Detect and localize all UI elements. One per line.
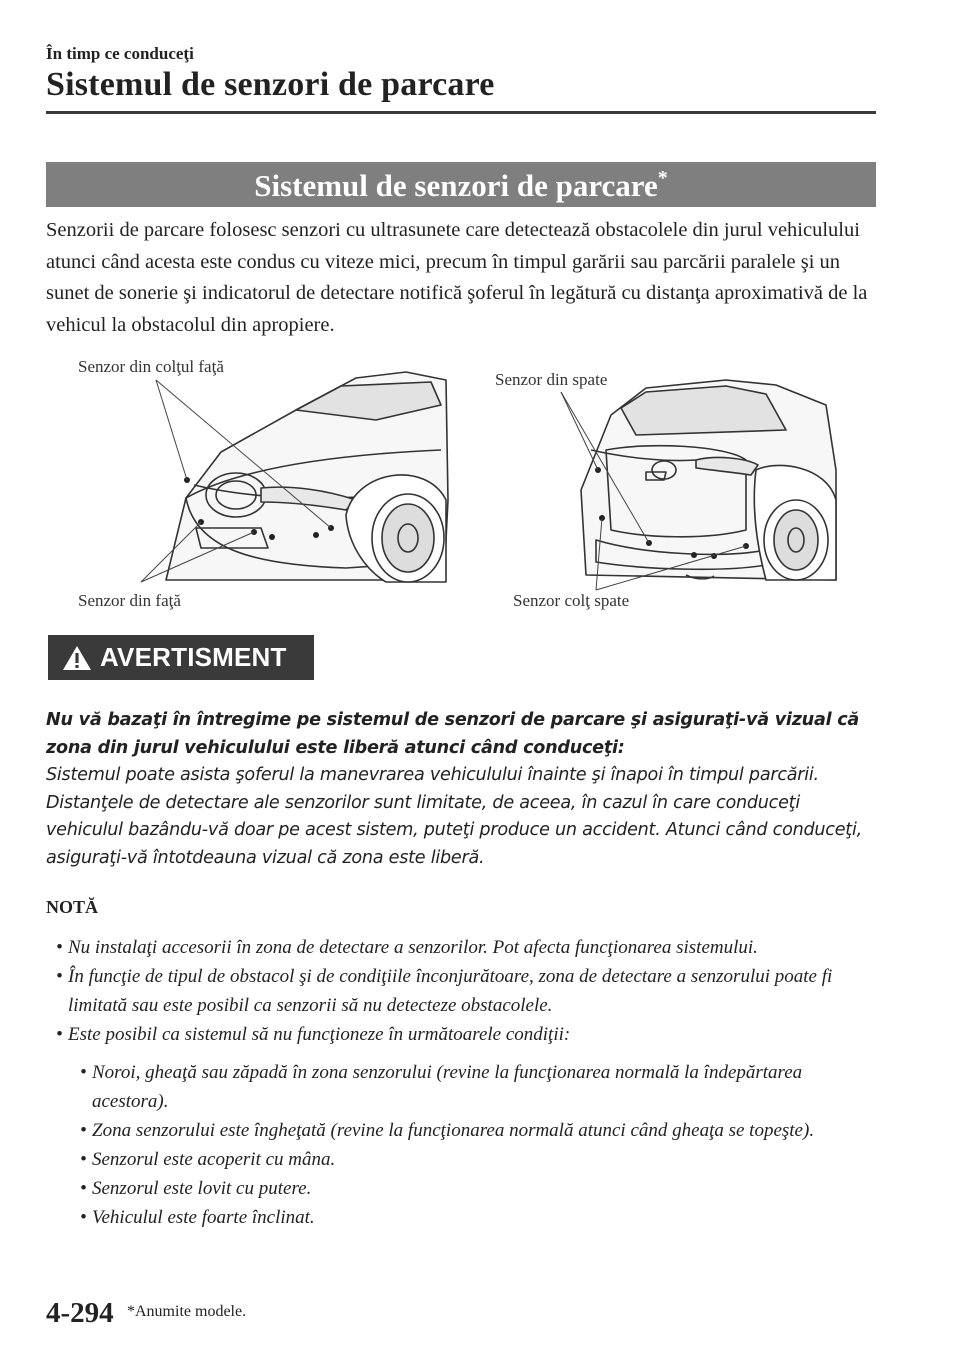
list-item bbox=[56, 933, 876, 962]
list-item bbox=[56, 962, 876, 1020]
sub-list-item-text: Vehiculul este foarte înclinat. bbox=[92, 1207, 315, 1228]
label-front-sensor: Senzor din faţă bbox=[78, 591, 181, 610]
list-item-text: Este posibil ca sistemul să nu funcţioneze în următoarele condiţii: bbox=[68, 1024, 571, 1045]
bullet: • bbox=[80, 1120, 87, 1141]
list-item bbox=[56, 1020, 876, 1049]
list-item-text: În funcţie de tipul de obstacol şi de condiţiile înconjurătoare, zona de detectare a senzorului poate fi limitată sau este posibil ca senzorii să nu detecteze obstacolele. bbox=[68, 966, 833, 1016]
sub-list-item bbox=[80, 1203, 876, 1232]
sub-list-item bbox=[80, 1145, 876, 1174]
section-title: Sistemul de senzori de parcare bbox=[254, 168, 658, 203]
note-title: NOTĂ bbox=[46, 897, 99, 917]
sub-list-item bbox=[80, 1174, 876, 1203]
label-rear-corner-sensor: Senzor colţ spate bbox=[513, 591, 630, 610]
label-rear-sensor: Senzor din spate bbox=[495, 370, 608, 389]
footnote: *Anumite modele. bbox=[127, 1303, 247, 1320]
warning-lead: Nu vă bazaţi în întregime pe sistemul de senzori de parcare şi asiguraţi-vă vizual că zona din jurul vehiculului este liberă atunci când conduceţi: bbox=[46, 710, 860, 758]
sub-list-item-text: Senzorul este acoperit cu mâna. bbox=[92, 1149, 336, 1170]
warning-label: AVERTISMENT bbox=[100, 642, 287, 672]
bullet: • bbox=[80, 1178, 87, 1199]
note-list bbox=[56, 933, 876, 1232]
sensor-figure bbox=[46, 350, 876, 620]
list-item-text: Nu instalaţi accesorii în zona de detectare a senzorilor. Pot afecta funcţionarea sistemului. bbox=[68, 937, 758, 958]
sub-list-item-text: Noroi, gheaţă sau zăpadă în zona senzorului (revine la funcţionarea normală la îndepărtarea acestora). bbox=[92, 1062, 803, 1112]
breadcrumb: În timp ce conduceţi bbox=[46, 44, 194, 63]
rear-car-drawing bbox=[581, 380, 836, 580]
bullet: • bbox=[56, 966, 63, 987]
models-footnote-mark: * bbox=[657, 167, 668, 189]
warning-header bbox=[48, 635, 314, 680]
warning-triangle-icon bbox=[62, 645, 92, 671]
page-number: 4-294 bbox=[46, 1297, 114, 1329]
label-front-corner-sensor: Senzor din colţul faţă bbox=[78, 357, 224, 376]
warning-text bbox=[46, 707, 876, 872]
title-divider bbox=[46, 111, 876, 114]
bullet: • bbox=[56, 1024, 63, 1045]
sub-list-item-text: Zona senzorului este îngheţată (revine la funcţionarea normală atunci când gheaţa se topeşte). bbox=[92, 1120, 815, 1141]
sub-list-item bbox=[80, 1116, 876, 1145]
intro-paragraph: Senzorii de parcare folosesc senzori cu ultrasunete care detectează obstacolele din jurul vehiculului atunci când acesta este condus cu viteze mici, precum în timpul garării sau parcării paralele şi un sunet de sonerie şi indicatorul de detectare notifică şoferul în legătură cu distanţa aproximativă de la vehicul la obstacolul din apropiere. bbox=[46, 219, 868, 336]
section-banner bbox=[46, 162, 876, 207]
bullet: • bbox=[56, 937, 63, 958]
sub-list-item bbox=[80, 1058, 876, 1116]
sub-list-item-text: Senzorul este lovit cu putere. bbox=[92, 1178, 312, 1199]
front-car-drawing bbox=[166, 372, 448, 582]
car-illustration bbox=[46, 350, 876, 620]
bullet: • bbox=[80, 1149, 87, 1170]
warning-body: Sistemul poate asista şoferul la manevrarea vehiculului înainte şi înapoi în timpul parcării. Distanţele de detectare ale senzorilor sunt limitate, de aceea, în cazul în care conduceţi vehiculul bazându-vă doar pe acest sistem, puteţi produce un accident. Atunci când conduceţi, asiguraţi-vă întotdeauna vizual că zona este liberă. bbox=[46, 765, 862, 868]
bullet: • bbox=[80, 1062, 87, 1083]
page-title: Sistemul de senzori de parcare bbox=[46, 66, 495, 103]
bullet: • bbox=[80, 1207, 87, 1228]
sub-list bbox=[80, 1058, 876, 1232]
